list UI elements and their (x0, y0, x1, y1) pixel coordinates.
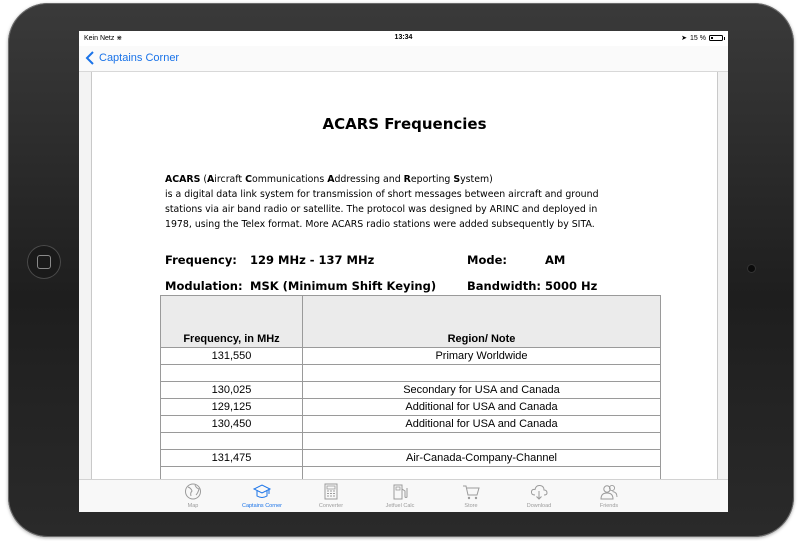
back-button-label: Captains Corner (99, 52, 180, 64)
friends-icon (599, 482, 619, 501)
tab-label: Store (464, 503, 478, 509)
home-button[interactable] (27, 245, 61, 279)
frequency-cell (161, 467, 303, 480)
modulation-label: Modulation: (165, 279, 243, 293)
screen (79, 31, 728, 512)
intro-text: ddressing and (334, 174, 404, 185)
globe-icon (183, 482, 203, 501)
frequency-table (160, 295, 661, 479)
document-viewer[interactable] (79, 72, 728, 479)
table-row (161, 348, 661, 365)
location-arrow-icon: ➤ (681, 35, 688, 42)
cloud-download-icon (529, 482, 549, 501)
intro-text: ircraft (214, 174, 246, 185)
intro-line-2: is a digital data link system for transmission of short messages between aircraft and ground (165, 189, 599, 200)
intro-text: ystem) (460, 174, 493, 185)
table-row (161, 467, 661, 480)
intro-text: ( (200, 174, 208, 185)
tab-bar (79, 479, 728, 512)
table-row (161, 433, 661, 450)
tab-label: Download (526, 503, 552, 509)
frequency-value: 129 MHz - 137 MHz (250, 253, 375, 267)
frequency-cell: 130,450 (161, 416, 303, 433)
intro-paragraph (165, 172, 650, 232)
frequency-label: Frequency: (165, 253, 237, 267)
table-row (161, 399, 661, 416)
region-cell: Secondary for USA and Canada (303, 382, 661, 399)
bandwidth-value: 5000 Hz (545, 279, 598, 293)
chevron-left-icon (85, 51, 96, 65)
column-header-frequency: Frequency, in MHz (161, 296, 303, 348)
tab-converter[interactable] (301, 482, 361, 509)
intro-letter: R (403, 174, 411, 185)
mode-label: Mode: (467, 253, 507, 267)
intro-letter: C (245, 174, 252, 185)
region-cell (303, 433, 661, 450)
carrier-label: Kein Netz (84, 35, 115, 42)
tab-captains-corner[interactable] (232, 482, 292, 509)
cart-icon (461, 482, 481, 501)
intro-line-3: stations via air band radio or satellite. The protocol was designed by ARINC and deployed in (165, 204, 598, 215)
intro-letter: S (453, 174, 461, 185)
tab-label: Captains Corner (241, 503, 283, 509)
frequency-cell: 131,550 (161, 348, 303, 365)
region-cell (303, 467, 661, 480)
region-cell (303, 365, 661, 382)
status-right (681, 34, 723, 42)
tab-label: Map (187, 503, 199, 509)
table-header-row (161, 296, 661, 348)
intro-letter: A (327, 174, 335, 185)
battery-fill (711, 37, 713, 39)
tab-friends[interactable] (579, 482, 639, 509)
tab-jetfuel-calc[interactable] (370, 482, 430, 509)
document-page (91, 72, 718, 479)
region-cell: Additional for USA and Canada (303, 399, 661, 416)
tab-download[interactable] (509, 482, 569, 509)
tab-map[interactable] (163, 482, 223, 509)
table-body (161, 348, 661, 480)
table-row (161, 450, 661, 467)
table-row (161, 382, 661, 399)
tab-label: Friends (599, 503, 619, 509)
frequency-cell: 131,475 (161, 450, 303, 467)
intro-text: ommunications (251, 174, 328, 185)
document-title: ACARS Frequencies (322, 115, 487, 133)
table-row (161, 416, 661, 433)
bandwidth-label: Bandwidth: (467, 279, 542, 293)
frequency-cell (161, 433, 303, 450)
intro-text: eporting (410, 174, 454, 185)
mode-value: AM (545, 253, 566, 267)
region-cell: Additional for USA and Canada (303, 416, 661, 433)
calculator-icon (321, 482, 341, 501)
intro-letter: A (207, 174, 215, 185)
tab-label: Converter (318, 503, 344, 509)
battery-icon (709, 35, 723, 41)
frequency-cell: 130,025 (161, 382, 303, 399)
front-camera (748, 265, 755, 272)
intro-line-4: 1978, using the Telex format. More ACARS radio stations were added subsequently by SITA. (165, 219, 595, 230)
modulation-value: MSK (Minimum Shift Keying) (250, 279, 437, 293)
fuel-pump-icon (390, 482, 410, 501)
navigation-bar (79, 46, 728, 72)
status-time: 13:34 (394, 34, 413, 41)
back-button[interactable] (85, 51, 179, 65)
frequency-cell: 129,125 (161, 399, 303, 416)
tab-store[interactable] (441, 482, 501, 509)
column-header-region: Region/ Note (303, 296, 661, 348)
frequency-cell (161, 365, 303, 382)
acronym-bold: ACARS (165, 174, 201, 185)
battery-percent: 15 % (690, 34, 706, 42)
graduation-cap-icon (252, 482, 272, 501)
intro-line-1 (165, 172, 650, 187)
region-cell: Air-Canada-Company-Channel (303, 450, 661, 467)
wifi-icon: ⋇ (116, 35, 123, 42)
region-cell: Primary Worldwide (303, 348, 661, 365)
table-row (161, 365, 661, 382)
tab-label: Jetfuel Calc (385, 503, 415, 509)
status-bar (79, 31, 728, 46)
